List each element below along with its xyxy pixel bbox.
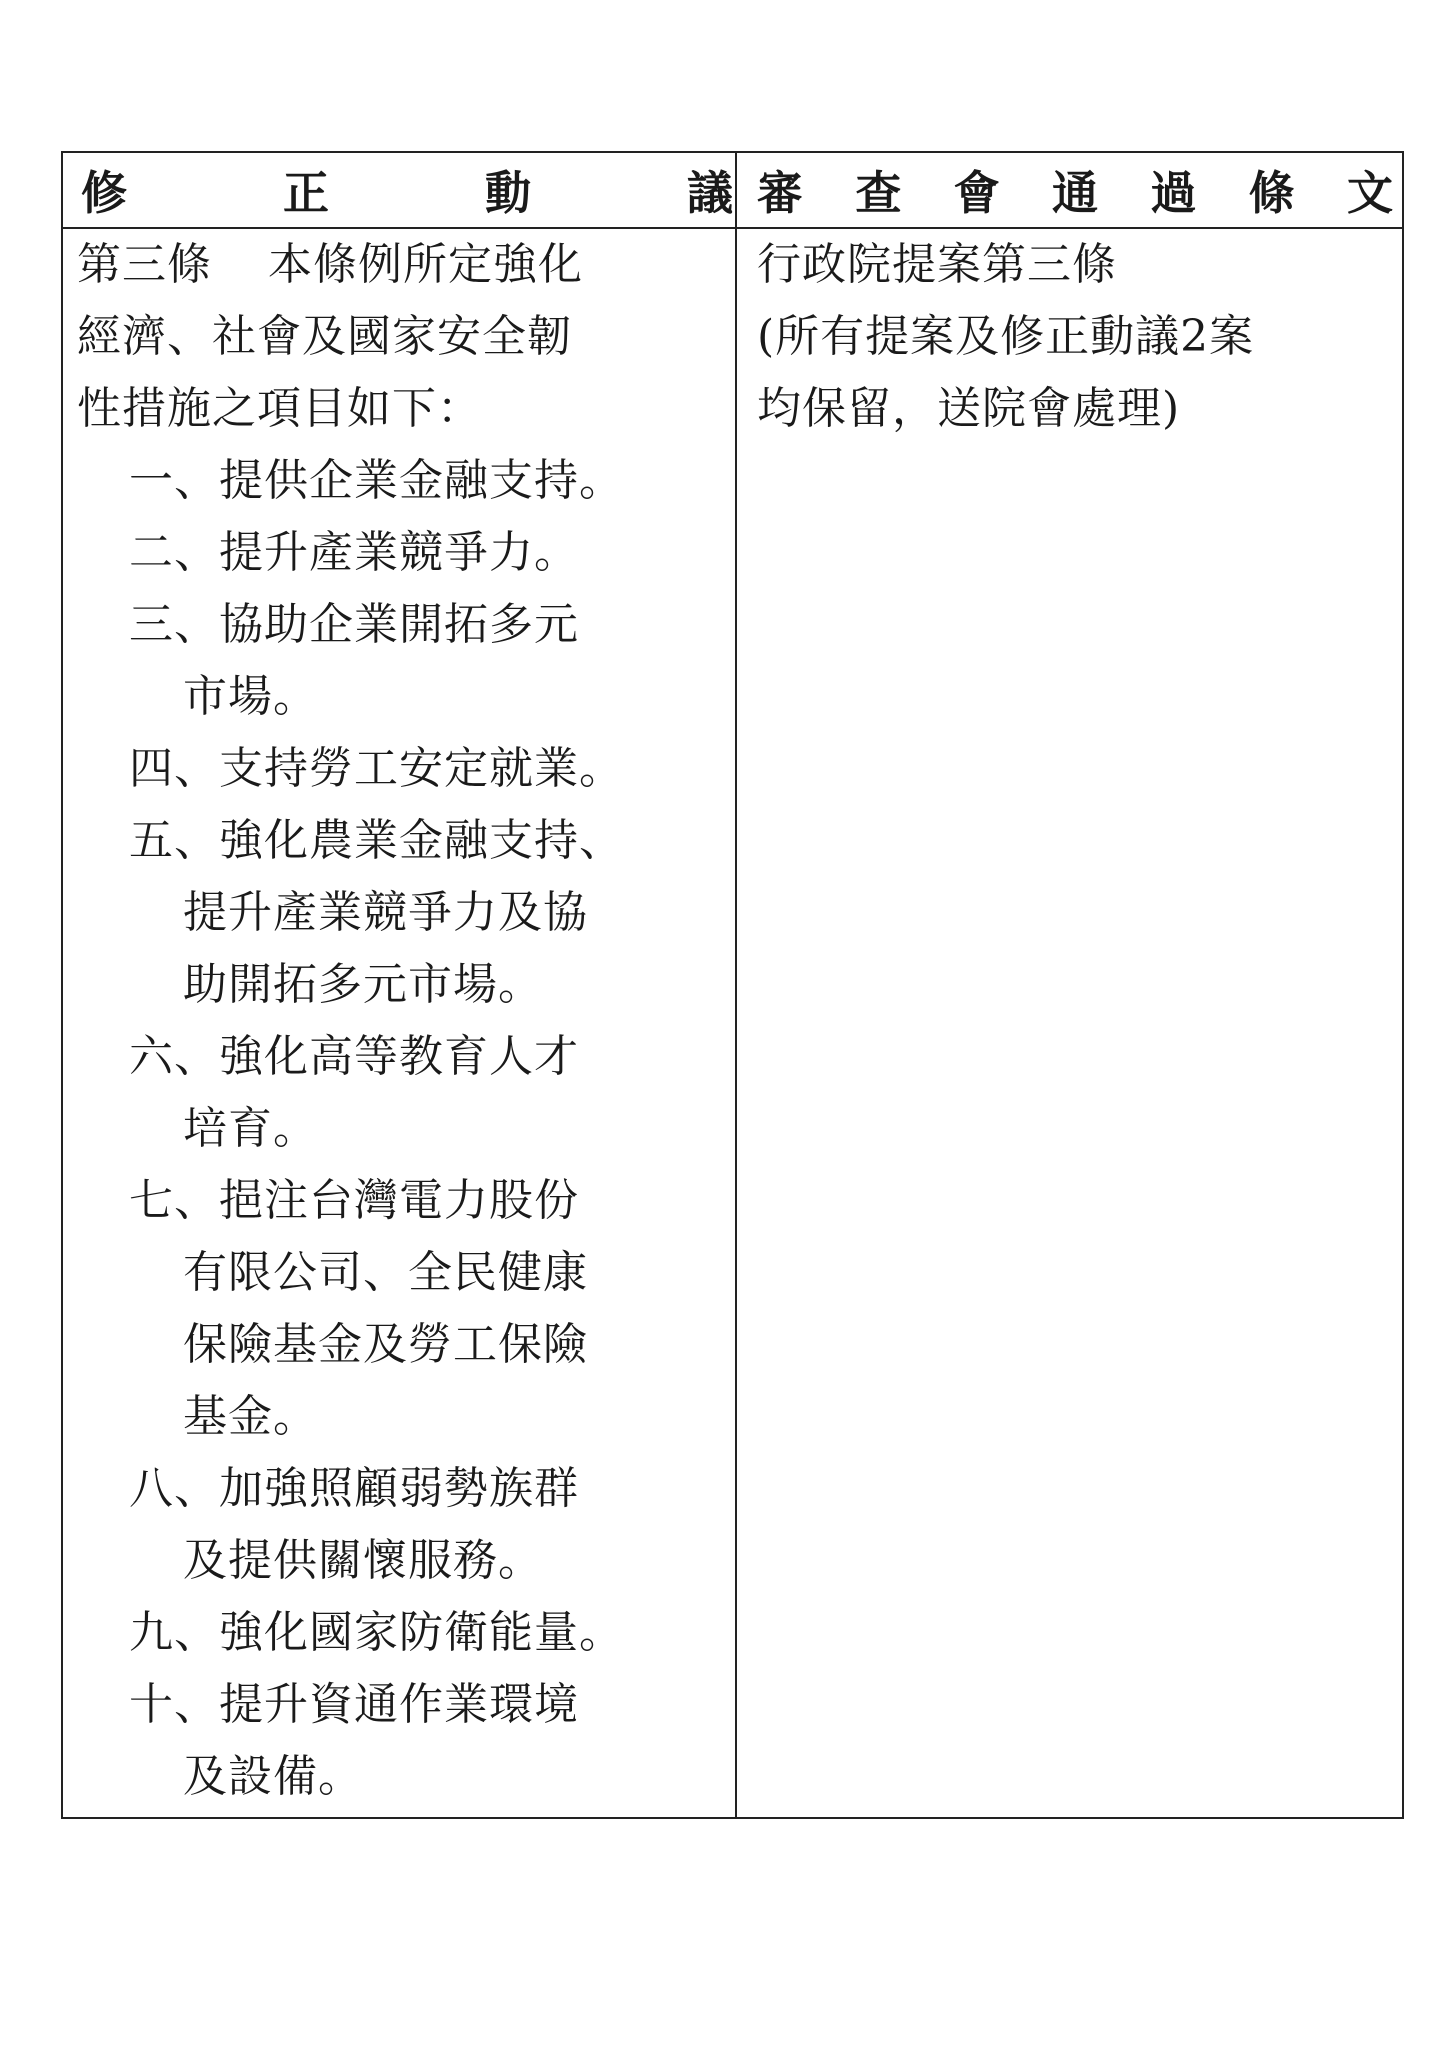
list-item-10-cont: 及設備。 <box>183 1751 363 1802</box>
approved-line: 行政院提案第三條 <box>757 239 1117 290</box>
header-char: 正 <box>283 166 329 220</box>
list-item-10: 十、提升資通作業環境 <box>129 1679 579 1730</box>
amendment-column <box>77 229 727 1813</box>
header-char: 通 <box>1051 166 1098 220</box>
list-item-5: 五、強化農業金融支持、 <box>129 815 624 866</box>
list-item-9: 九、強化國家防衛能量。 <box>129 1607 624 1658</box>
list-item-1: 一、提供企業金融支持。 <box>129 455 624 506</box>
header-char: 會 <box>953 166 1000 220</box>
list-item-3: 三、協助企業開拓多元 <box>129 599 579 650</box>
list-item-2: 二、提升產業競爭力。 <box>129 527 579 578</box>
list-item-8: 八、加強照顧弱勢族群 <box>129 1463 579 1514</box>
header-char: 條 <box>1248 166 1295 220</box>
column-divider <box>735 153 737 1817</box>
list-item-4: 四、支持勞工安定就業。 <box>129 743 624 794</box>
body-line: 經濟、社會及國家安全韌 <box>77 311 572 362</box>
list-item-7: 七、挹注台灣電力股份 <box>129 1175 579 1226</box>
list-item-5-cont: 提升產業競爭力及協 <box>183 887 588 938</box>
list-item-3-cont: 市場。 <box>183 671 318 722</box>
approved-line: (所有提案及修正動議2案 <box>757 311 1255 362</box>
body-line: 性措施之項目如下： <box>77 383 482 434</box>
article-heading-line <box>77 229 727 301</box>
list-item-7-cont: 有限公司、全民健康 <box>183 1247 588 1298</box>
header-char: 修 <box>81 166 127 220</box>
list-item-6-cont: 培育。 <box>183 1103 318 1154</box>
header-char: 審 <box>757 166 803 220</box>
list-item-8-cont: 及提供關懷服務。 <box>183 1535 543 1586</box>
header-char: 文 <box>1346 166 1393 220</box>
approved-column <box>757 229 1397 445</box>
list-item-6: 六、強化高等教育人才 <box>129 1031 579 1082</box>
article-text: 本條例所定強化 <box>268 239 583 290</box>
article-number: 第三條 <box>77 239 212 290</box>
list-item-7-cont: 基金。 <box>183 1391 318 1442</box>
header-char: 動 <box>485 166 531 220</box>
list-item-7-cont: 保險基金及勞工保險 <box>183 1319 588 1370</box>
list-item-5-cont: 助開拓多元市場。 <box>183 959 543 1010</box>
header-amendment-motion <box>81 153 733 227</box>
comparison-table <box>61 151 1404 1819</box>
header-char: 查 <box>855 166 902 220</box>
header-approved-text <box>757 153 1393 227</box>
header-char: 過 <box>1150 166 1197 220</box>
approved-line: 均保留，送院會處理) <box>757 383 1181 434</box>
header-char: 議 <box>687 166 733 220</box>
